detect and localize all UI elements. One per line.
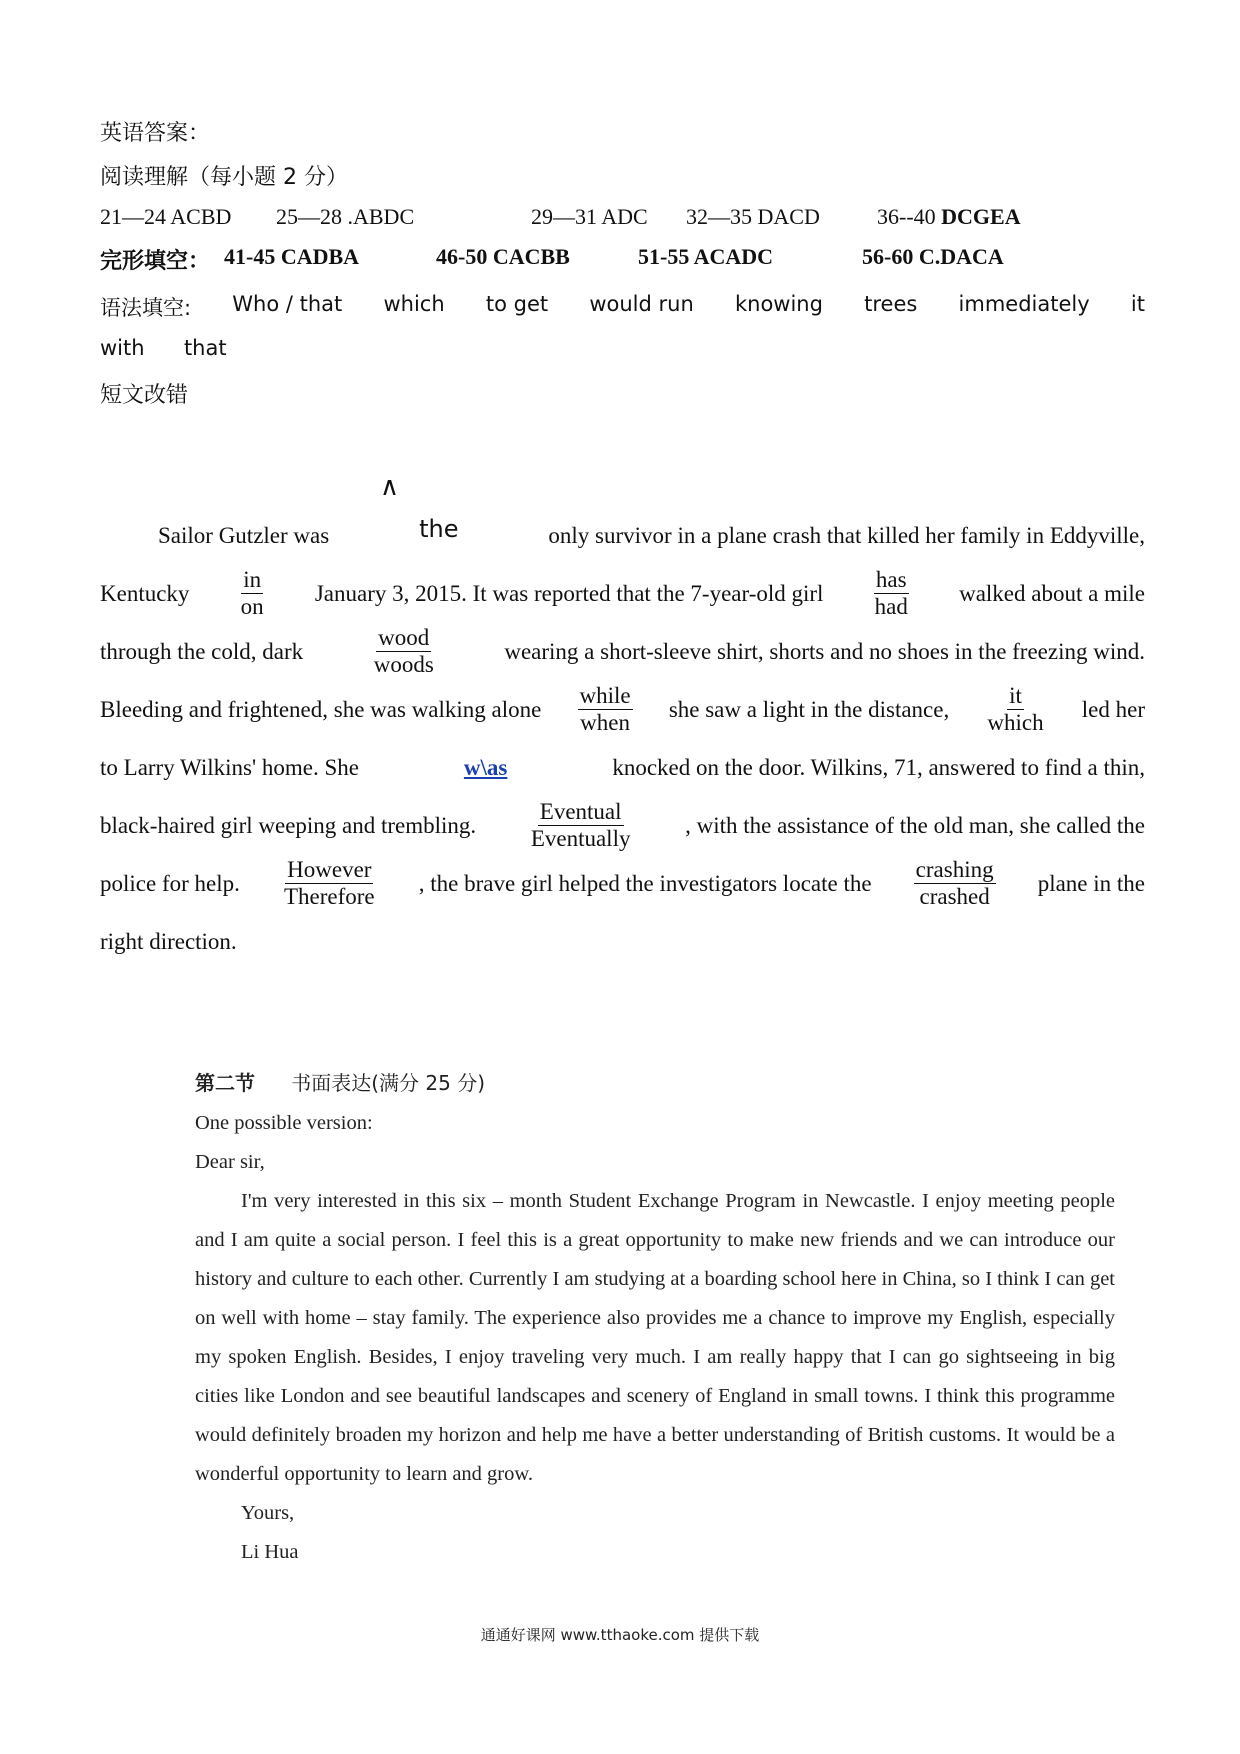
grammar-answer: which <box>383 292 445 316</box>
text-segment: led her <box>1081 696 1145 722</box>
correction-wood-woods <box>372 625 436 678</box>
writing-heading <box>195 1064 1115 1104</box>
grammar-answer: would run <box>589 292 694 316</box>
correct-word: had <box>874 593 908 619</box>
wrong-word: has <box>875 566 907 592</box>
cloze-label: 完形填空： <box>100 248 211 273</box>
passage-line <box>100 622 1145 680</box>
grammar-answer: Who / that <box>232 292 343 316</box>
text-segment: walked about a mile <box>959 580 1145 606</box>
writing-greeting: Dear sir, <box>195 1151 265 1173</box>
reading-group-5-answer: DCGEA <box>941 204 1021 229</box>
wrong-word: However <box>287 856 372 882</box>
page-footer: 通通好课网 www.tthaoke.com 提供下载 <box>480 1626 760 1644</box>
text-segment: Bleeding and frightened, she was walking alone <box>100 696 542 722</box>
correction-has-had <box>873 567 910 620</box>
correct-word: Therefore <box>283 883 375 909</box>
writing-closing: Yours, <box>241 1502 295 1524</box>
deleted-word-link[interactable]: w\as <box>463 754 508 780</box>
correction-crashing-crashed <box>914 857 996 910</box>
grammar-answer: immediately <box>958 292 1090 316</box>
text-segment: Sailor Gutzler was <box>158 522 330 548</box>
passage-line <box>100 564 1145 622</box>
writing-signature: Li Hua <box>241 1541 299 1563</box>
reading-group-5 <box>877 204 1021 230</box>
text-segment: to Larry Wilkins' home. She <box>100 754 359 780</box>
correction-it-which <box>985 683 1045 736</box>
reading-group-5-prefix: 36--40 <box>877 204 942 229</box>
passage-line <box>100 680 1145 738</box>
correction-however-therefore <box>282 857 377 910</box>
text-segment: black-haired girl weeping and trembling. <box>100 812 477 838</box>
section-title: 书面表达(满分 25 分) <box>291 1071 486 1095</box>
correct-word: on <box>240 593 264 619</box>
passage-line <box>100 506 1145 564</box>
grammar-answer: knowing <box>734 292 823 316</box>
cloze-group-4: 56-60 C.DACA <box>862 244 1004 269</box>
grammar-label: 语法填空: <box>100 296 192 320</box>
grammar-answer: that <box>183 336 227 360</box>
reading-group-2: 25—28 .ABDC <box>276 204 415 229</box>
text-segment: knocked on the door. Wilkins, 71, answered to find a thin, <box>612 754 1145 780</box>
passage-line <box>100 796 1145 854</box>
reading-group-3: 29—31 ADC <box>531 204 648 229</box>
grammar-answer: trees <box>864 292 918 316</box>
correct-word: which <box>987 709 1044 735</box>
cloze-group-2: 46-50 CACBB <box>436 244 570 269</box>
answer-title: 英语答案： <box>100 121 211 146</box>
grammar-line-2 <box>100 336 227 360</box>
text-segment: she saw a light in the distance, <box>668 696 950 722</box>
grammar-answer: to get <box>485 292 549 316</box>
correct-word: when <box>580 709 630 735</box>
inserted-word: the <box>419 514 459 543</box>
text-segment: only survivor in a plane crash that killed her family in Eddyville, <box>548 522 1145 548</box>
text-segment: through the cold, dark <box>100 638 304 664</box>
cloze-group-1: 41-45 CADBA <box>224 244 360 269</box>
text-segment: January 3, 2015. It was reported that the 7-year-old girl <box>314 580 824 606</box>
correction-heading: 短文改错 <box>100 383 189 408</box>
passage-line <box>100 912 1145 970</box>
grammar-answer: it <box>1130 292 1145 316</box>
text-segment: , with the assistance of the old man, she called the <box>685 812 1145 838</box>
reading-group-4: 32—35 DACD <box>686 204 820 229</box>
section-number: 第二节 <box>195 1071 255 1095</box>
cloze-group-3: 51-55 ACADC <box>638 244 774 269</box>
writing-body: I'm very interested in this six – month Student Exchange Program in Newcastle. I enjoy meeting people and I am quite a social person. I feel this is a great opportunity to make new friends and we can introduce our history and culture to each other. Currently I am studying at a boarding school here in China, so I think I can get on well with home – stay family. The experience also provides me a chance to improve my English, especially my spoken English. Besides, I enjoy traveling very much. I am really happy that I can go sightseeing in big cities like London and see beautiful landscapes and scenery of England in small towns. I think this programme would definitely broaden my horizon and help me have a better understanding of British customs. It would be a wonderful opportunity to learn and grow. <box>195 1190 1115 1485</box>
writing-section <box>195 1064 1115 1572</box>
wrong-word: crashing <box>915 856 994 882</box>
correct-word: Eventually <box>530 825 631 851</box>
text-segment: police for help. <box>100 870 240 896</box>
grammar-line-1 <box>100 292 1145 322</box>
wrong-word: wood <box>378 624 430 650</box>
wrong-word: Eventual <box>539 798 622 824</box>
correction-eventual-eventually <box>529 799 633 852</box>
text-segment: right direction. <box>100 928 237 954</box>
passage-line <box>100 738 1145 796</box>
text-segment: , the brave girl helped the investigators locate the <box>418 870 872 896</box>
writing-intro: One possible version: <box>195 1112 373 1134</box>
correct-word: crashed <box>919 883 990 909</box>
wrong-word: while <box>579 682 631 708</box>
text-segment: Kentucky <box>100 580 190 606</box>
reading-heading: 阅读理解（每小题 2 分） <box>100 165 348 190</box>
passage-line <box>100 854 1145 912</box>
grammar-answer: with <box>100 336 145 360</box>
correction-in-on <box>239 567 266 620</box>
reading-group-1: 21—24 ACBD <box>100 204 232 229</box>
correction-passage <box>100 506 1145 970</box>
wrong-word: in <box>243 566 262 592</box>
text-segment: wearing a short-sleeve shirt, shorts and no shoes in the freezing wind. <box>504 638 1145 664</box>
correction-while-when <box>578 683 633 736</box>
text-segment: plane in the <box>1037 870 1145 896</box>
wrong-word: it <box>1009 682 1022 708</box>
insert-caret: ∧ <box>380 472 400 502</box>
correct-word: woods <box>373 651 434 677</box>
